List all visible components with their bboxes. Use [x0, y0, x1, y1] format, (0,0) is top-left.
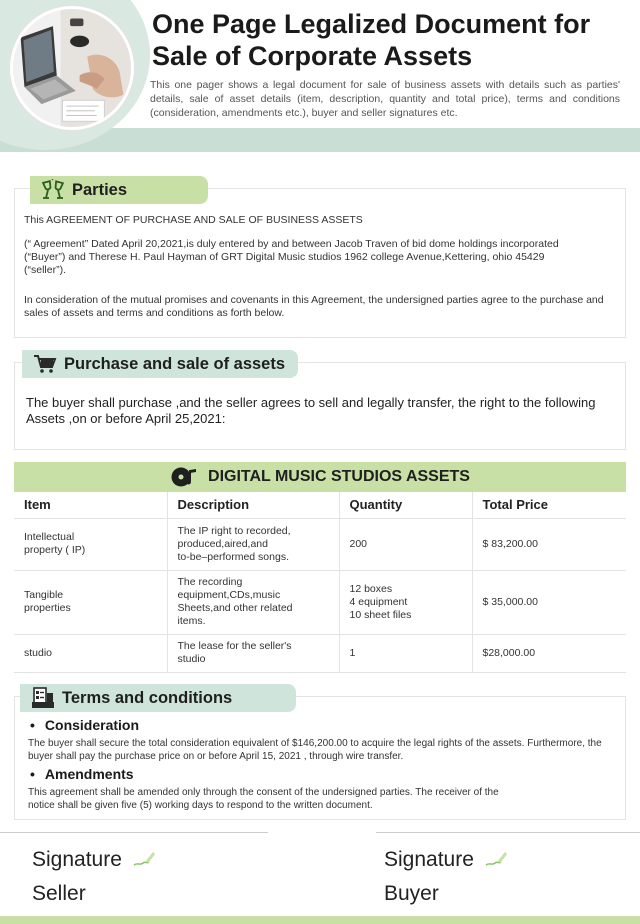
- seller-signature: [32, 848, 156, 872]
- amendments-title: • Amendments: [30, 766, 134, 782]
- document-list-icon: [30, 687, 56, 709]
- pen-signature-icon: [132, 850, 156, 868]
- column-header-item: Item: [14, 492, 167, 518]
- toast-glasses-icon: [40, 179, 66, 201]
- terms-heading: [20, 684, 296, 712]
- cell-text: The recording: [177, 576, 243, 588]
- column-header-total-price: Total Price: [472, 492, 626, 518]
- assets-heading-label: DIGITAL MUSIC STUDIOS ASSETS: [208, 468, 470, 485]
- cell-price: $ 83,200.00: [472, 518, 626, 570]
- signature-divider-right: [376, 832, 640, 833]
- cell-text: studio: [177, 653, 206, 665]
- cell-description: [167, 634, 339, 672]
- buyer-role: Buyer: [384, 882, 439, 905]
- buyer-signature-label: Signature: [384, 848, 474, 871]
- purchase-heading: [22, 350, 298, 378]
- seller-signature-label: Signature: [32, 848, 122, 871]
- terms-heading-label: Terms and conditions: [62, 688, 233, 707]
- cell-text: Tangible: [24, 589, 64, 601]
- parties-paragraph-1: (“ Agreement” Dated April 20,2021,is duly entered by and between Jacob Traven of bid dome holdings incorporated (“Buyer”) and Therese H. Paul Hayman of GRT Digital Music studios 1962 college Avenue,Kettering, ohio 45429 (“seller”).: [24, 238, 559, 276]
- cell-text: items.: [177, 615, 206, 627]
- page-title: One Page Legalized Document for Sale of Corporate Assets: [152, 9, 591, 71]
- cell-text: equipment,CDs,music: [177, 589, 281, 601]
- cell-text: Intellectual: [24, 531, 75, 543]
- cell-text: 4 equipment: [349, 595, 408, 608]
- cell-price: $ 35,000.00: [472, 570, 626, 634]
- cell-description: [167, 570, 339, 634]
- cell-quantity: [339, 634, 472, 672]
- buyer-signature: [384, 848, 508, 872]
- cell-item: [14, 570, 167, 634]
- seller-role: Seller: [32, 882, 86, 905]
- cell-text: 12 boxes: [349, 582, 393, 595]
- cell-text: Sheets,and other related: [177, 602, 293, 614]
- cell-item: [14, 518, 167, 570]
- laptop-desk-illustration: [13, 9, 131, 127]
- cell-text: produced,aired,and: [177, 537, 268, 550]
- pen-signature-icon: [484, 850, 508, 868]
- shopping-cart-icon: [32, 353, 58, 375]
- parties-line1: This AGREEMENT OF PURCHASE AND SALE OF BUSINESS ASSETS: [24, 214, 363, 226]
- cell-quantity: [339, 570, 472, 634]
- table-row: [14, 634, 626, 672]
- cell-text: to-be–performed songs.: [177, 550, 289, 563]
- page-subtitle: This one pager shows a legal document for sale of business assets with details such as parties' details, sale of asset details (item, description, quantity and total price), terms and conditions (consideration, amendments etc.), buyer and seller signatures etc.: [150, 79, 620, 119]
- footer-band: [0, 916, 640, 924]
- consideration-title: • Consideration: [30, 717, 139, 733]
- header-photo: [10, 6, 134, 130]
- table-header-row: [14, 492, 626, 518]
- cell-text: The lease for the seller's: [177, 640, 292, 652]
- table-row: [14, 570, 626, 634]
- music-disc-icon: [170, 466, 198, 488]
- parties-heading: [30, 176, 208, 204]
- purchase-text: The buyer shall purchase ,and the seller agrees to sell and legally transfer, the right to the following Assets ,on or before April 25,2021:: [26, 395, 596, 426]
- column-header-description: Description: [167, 492, 339, 518]
- cell-quantity: [339, 518, 472, 570]
- consideration-text: The buyer shall secure the total consideration equivalent of $146,200.00 to acquire the legal rights of the assets. Furthermore, the buyer shall pay the purchase price on or before April 15, 2021 , through wire transfer.: [28, 738, 602, 762]
- cell-text: 1: [349, 646, 356, 659]
- cell-description: [167, 518, 339, 570]
- cell-text: 200: [349, 537, 368, 550]
- cell-item: [14, 634, 167, 672]
- parties-heading-label: Parties: [72, 180, 128, 199]
- purchase-heading-label: Purchase and sale of assets: [64, 354, 286, 373]
- assets-heading: [14, 462, 626, 492]
- cell-text: properties: [24, 602, 71, 614]
- assets-table: [14, 492, 626, 673]
- cell-text: property ( IP): [24, 544, 86, 556]
- cell-text: The IP right to recorded,: [177, 524, 291, 537]
- parties-paragraph-2: In consideration of the mutual promises and covenants in this Agreement, the undersigned parties agree to the purchase and sales of assets and terms and conditions as forth below.: [24, 294, 604, 319]
- amendments-text: This agreement shall be amended only through the consent of the undersigned parties. The receiver of the notice shall be given five (5) working days to respond to the written document.: [28, 787, 499, 811]
- signature-divider-left: [0, 832, 268, 833]
- cell-text: 10 sheet files: [349, 608, 412, 621]
- table-row: [14, 518, 626, 570]
- cell-text: studio: [24, 646, 53, 659]
- column-header-quantity: Quantity: [339, 492, 472, 518]
- cell-price: $28,000.00: [472, 634, 626, 672]
